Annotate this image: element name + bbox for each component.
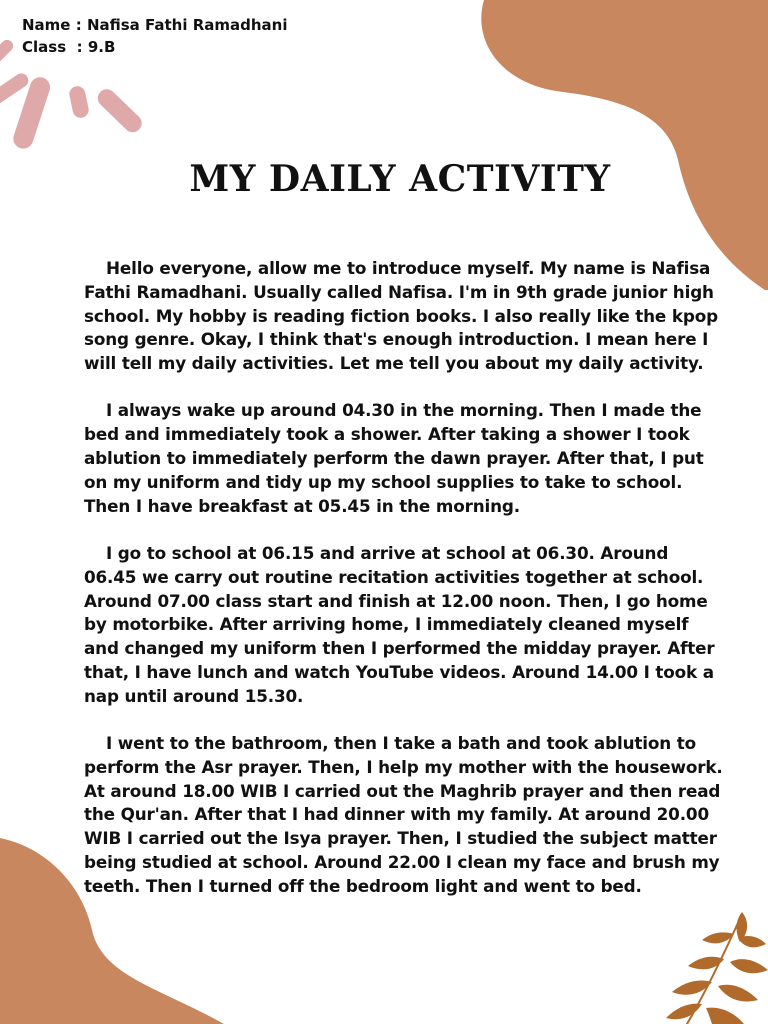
paragraph-introduction: Hello everyone, allow me to introduce myself. My name is Nafisa Fathi Ramadhani. Usually called Nafisa. I'm in 9th grade junior high school. My hobby is reading fiction books. I also really like the kpop song genre. Okay, I think that's enough introduction. I mean here I will tell my daily activities. Let me tell you about my daily activity. [84,258,718,374]
name-value: Nafisa Fathi Ramadhani [86,16,288,34]
paragraph-school: I go to school at 06.15 and arrive at school at 06.30. Around 06.45 we carry out routine recitation activities together at school. Around 07.00 class start and finish at 12.00 noon. Then, I go home by motorbike. After arriving home, I immediately cleaned myself and changed my uniform then I performed the midday prayer. After that, I have lunch and watch YouTube videos. Around 14.00 I took a nap until around 15.30. [84,542,715,706]
paragraph-morning: I always wake up around 04.30 in the morning. Then I made the bed and immediately took a shower. After taking a shower I took ablution to immediately perform the dawn prayer. After that, I put on my uniform and tidy up my school supplies to take to school. Then I have breakfast at 05.45 in the morning. [84,400,704,516]
class-row: Class : 9.B [22,38,116,56]
page-title: MY DAILY ACTIVITY [189,158,611,200]
name-row: Name : Nafisa Fathi Ramadhani [22,16,288,34]
name-label: Name [22,16,71,34]
paragraph-evening: I went to the bathroom, then I take a bath and took ablution to perform the Asr prayer. Then, I help my mother with the housework. At around 18.00 WIB I carried out the Maghrib prayer and then read the Qur'an. After that I had dinner with my family. At around 20.00 WIB I carried out the Isya prayer. Then, I studied the subject matter being studied at school. Around 22.00 I clean my face and brush my teeth. Then I turned off the bedroom light and went to bed. [84,733,723,896]
class-value: 9.B [87,38,116,56]
top-right-blob-shape [478,0,768,290]
student-info [22,14,288,58]
class-label: Class [22,38,67,56]
sun-rays-decoration [0,40,160,160]
essay-body [84,257,724,922]
